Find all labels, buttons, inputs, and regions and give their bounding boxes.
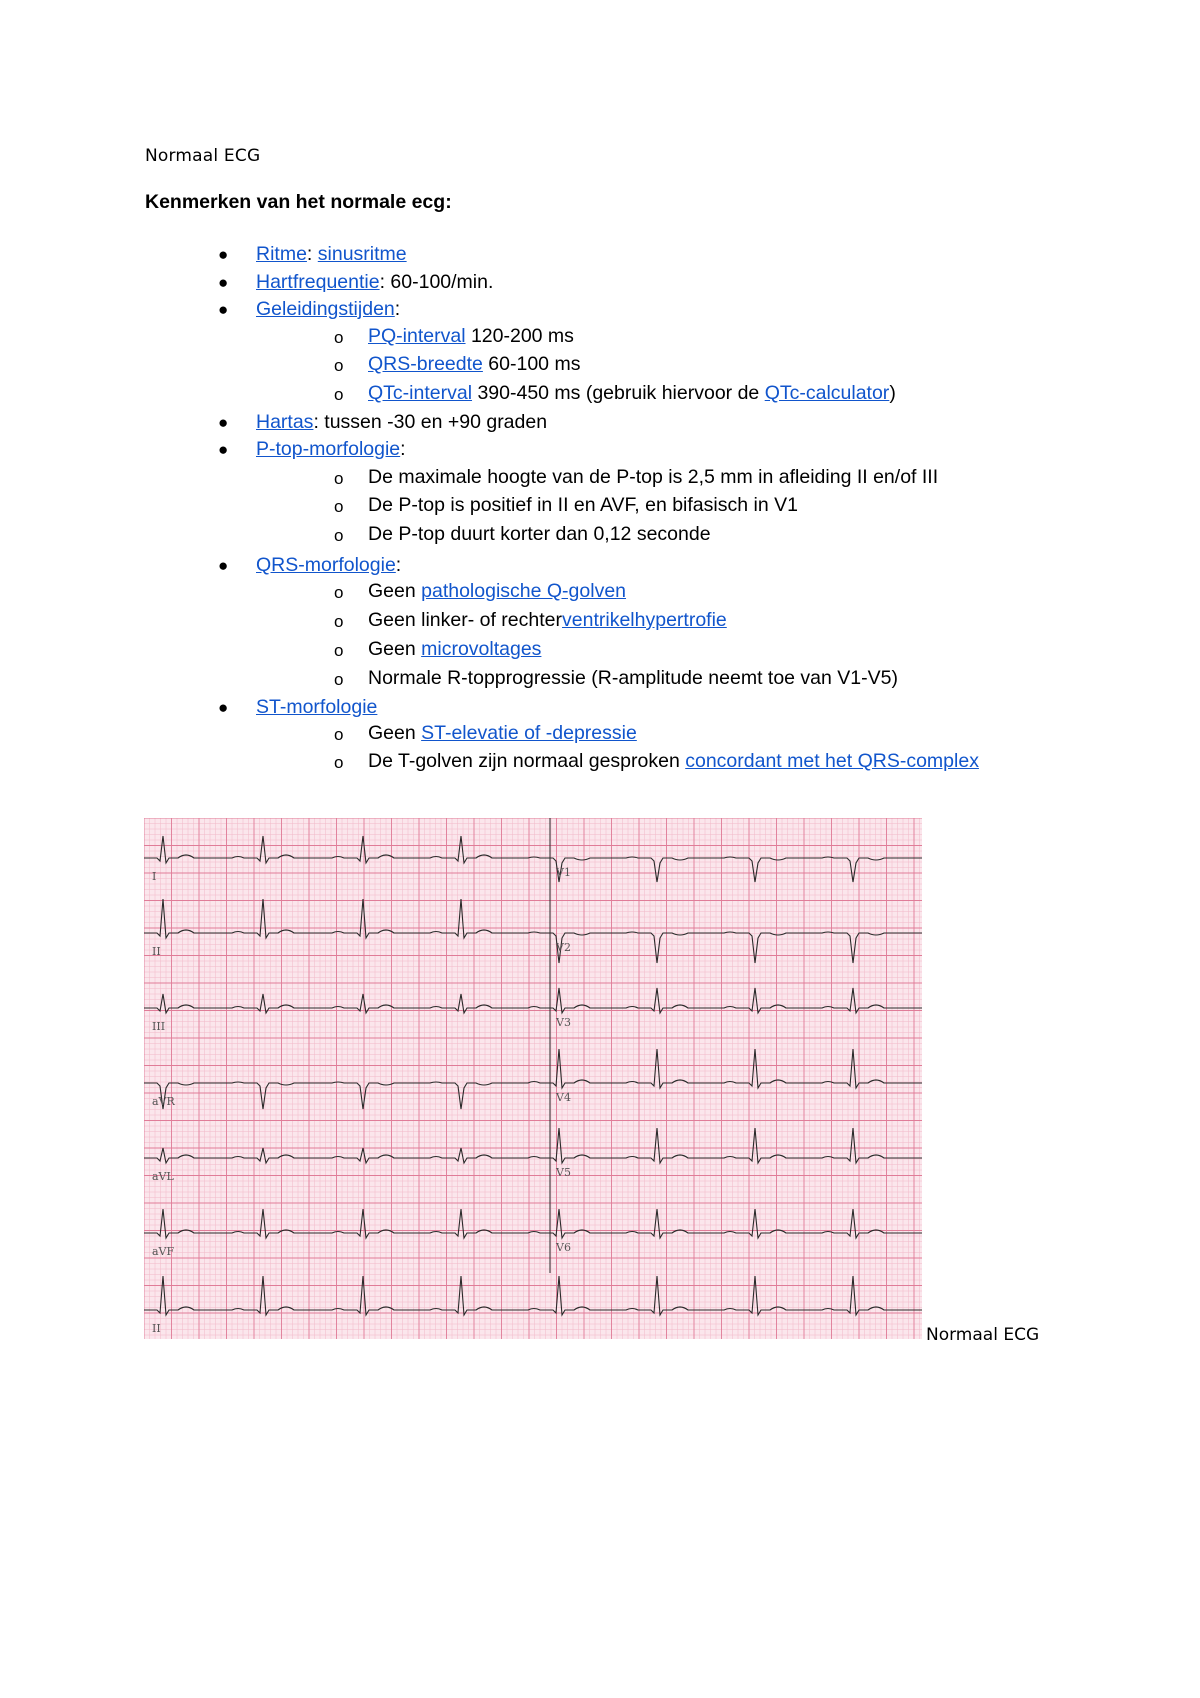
link-ritme[interactable]: Ritme	[256, 243, 307, 265]
ecg-tracing	[144, 818, 922, 1339]
item-text: 120-200 ms	[465, 325, 574, 347]
link-qtc-interval[interactable]: QTc-interval	[368, 382, 473, 404]
ecg-grid-fine	[144, 818, 922, 1339]
ecg-lead-trace	[144, 1209, 922, 1238]
link-hartfrequentie[interactable]: Hartfrequentie	[256, 271, 380, 293]
list-item-hartfrequentie	[256, 270, 493, 294]
link-pathologische-q-golven[interactable]: pathologische Q-golven	[421, 580, 627, 602]
sub-bullet: o	[334, 753, 344, 772]
lead-label: V6	[556, 1241, 571, 1254]
lead-label: III	[152, 1020, 166, 1033]
lead-label: I	[152, 870, 157, 883]
list-item-st-morfologie	[256, 695, 377, 719]
bullet: ●	[218, 413, 229, 432]
sub-bullet: o	[334, 497, 344, 516]
list-item-pq-interval	[368, 324, 574, 348]
sub-bullet: o	[334, 328, 344, 347]
sub-bullet: o	[334, 469, 344, 488]
item-text: 60-100 ms	[482, 353, 581, 375]
ecg-lead-trace	[144, 988, 922, 1013]
bullet: ●	[218, 698, 229, 717]
link-hartas[interactable]: Hartas	[256, 411, 314, 433]
list-item-qrs-2	[368, 608, 727, 632]
item-text: Geen	[368, 580, 422, 602]
link-ventrikelhypertrofie[interactable]: ventrikelhypertrofie	[562, 609, 727, 631]
lead-label: II	[152, 1322, 161, 1335]
link-st-elevatie[interactable]: ST-elevatie of -depressie	[421, 722, 637, 744]
item-text: : 60-100/min.	[379, 271, 494, 293]
bullet: ●	[218, 273, 229, 292]
link-p-top-morfologie[interactable]: P-top-morfologie	[256, 438, 401, 460]
lead-label: V4	[556, 1091, 571, 1104]
list-item-hartas	[256, 410, 547, 434]
sub-bullet: o	[334, 641, 344, 660]
list-item-qrs-breedte	[368, 352, 580, 376]
separator: :	[306, 243, 318, 265]
lead-label: II	[152, 945, 161, 958]
item-text: )	[889, 382, 896, 404]
list-item-qrs-1	[368, 579, 626, 603]
ecg-lead-trace	[144, 1049, 922, 1109]
sub-bullet: o	[334, 725, 344, 744]
link-geleidingstijden[interactable]: Geleidingstijden	[256, 298, 395, 320]
link-sinusritme[interactable]: sinusritme	[317, 243, 407, 265]
link-pq-interval[interactable]: PQ-interval	[368, 325, 466, 347]
ecg-lead-trace	[144, 899, 922, 963]
list-item-qrs-morfologie	[256, 553, 401, 577]
link-st-morfologie[interactable]: ST-morfologie	[256, 696, 378, 718]
sub-bullet: o	[334, 526, 344, 545]
lead-label: V5	[556, 1166, 571, 1179]
lead-label: aVR	[152, 1095, 175, 1108]
list-item-p-top-morfologie	[256, 437, 406, 461]
ecg-lead-trace	[144, 1276, 922, 1315]
list-item-st-1	[368, 721, 637, 745]
list-item-st-2	[368, 749, 979, 773]
sub-bullet: o	[334, 583, 344, 602]
item-text: : tussen -30 en +90 graden	[313, 411, 548, 433]
item-text: :	[394, 298, 401, 320]
item-text: Geen	[368, 638, 422, 660]
list-item-ptop-3: De P-top duurt korter dan 0,12 seconde	[368, 523, 711, 545]
section-heading: Kenmerken van het normale ecg:	[145, 191, 452, 213]
link-qrs-morfologie[interactable]: QRS-morfologie	[256, 554, 396, 576]
link-microvoltages[interactable]: microvoltages	[421, 638, 542, 660]
sub-bullet: o	[334, 670, 344, 689]
ecg-grid-major	[144, 818, 922, 1339]
ecg-lead-trace	[144, 1128, 922, 1163]
link-qrs-breedte[interactable]: QRS-breedte	[368, 353, 483, 375]
list-item-qrs-3	[368, 637, 541, 661]
list-item-geleidingstijden	[256, 297, 400, 321]
list-item-qrs-4: Normale R-topprogressie (R-amplitude neemt toe van V1-V5)	[368, 667, 898, 689]
bullet: ●	[218, 440, 229, 459]
item-text: Geen	[368, 722, 422, 744]
item-text: :	[395, 554, 402, 576]
bullet: ●	[218, 556, 229, 575]
link-qtc-calculator[interactable]: QTc-calculator	[764, 382, 890, 404]
item-text: Geen linker- of rechter	[368, 609, 563, 631]
list-item-ptop-2: De P-top is positief in II en AVF, en bifasisch in V1	[368, 494, 798, 516]
sub-bullet: o	[334, 356, 344, 375]
ecg-lead-trace	[144, 836, 922, 882]
sub-bullet: o	[334, 385, 344, 404]
sub-bullet: o	[334, 612, 344, 631]
list-item-qtc-interval	[368, 381, 896, 405]
document-title: Normaal ECG	[145, 146, 261, 166]
lead-label: V1	[556, 866, 571, 879]
lead-label: V3	[556, 1016, 571, 1029]
lead-label: V2	[556, 941, 571, 954]
bullet: ●	[218, 245, 229, 264]
bullet: ●	[218, 300, 229, 319]
image-caption: Normaal ECG	[926, 1325, 1040, 1345]
lead-label: aVF	[152, 1245, 175, 1258]
item-text: 390-450 ms (gebruik hiervoor de	[472, 382, 765, 404]
list-item-ptop-1: De maximale hoogte van de P-top is 2,5 mm in afleiding II en/of III	[368, 466, 939, 488]
item-text: :	[400, 438, 406, 460]
lead-label: aVL	[152, 1170, 174, 1183]
item-text: De T-golven zijn normaal gesproken	[368, 750, 686, 772]
list-item-ritme	[256, 242, 407, 266]
ecg-image	[144, 818, 922, 1339]
link-concordant-qrs[interactable]: concordant met het QRS-complex	[685, 750, 979, 772]
